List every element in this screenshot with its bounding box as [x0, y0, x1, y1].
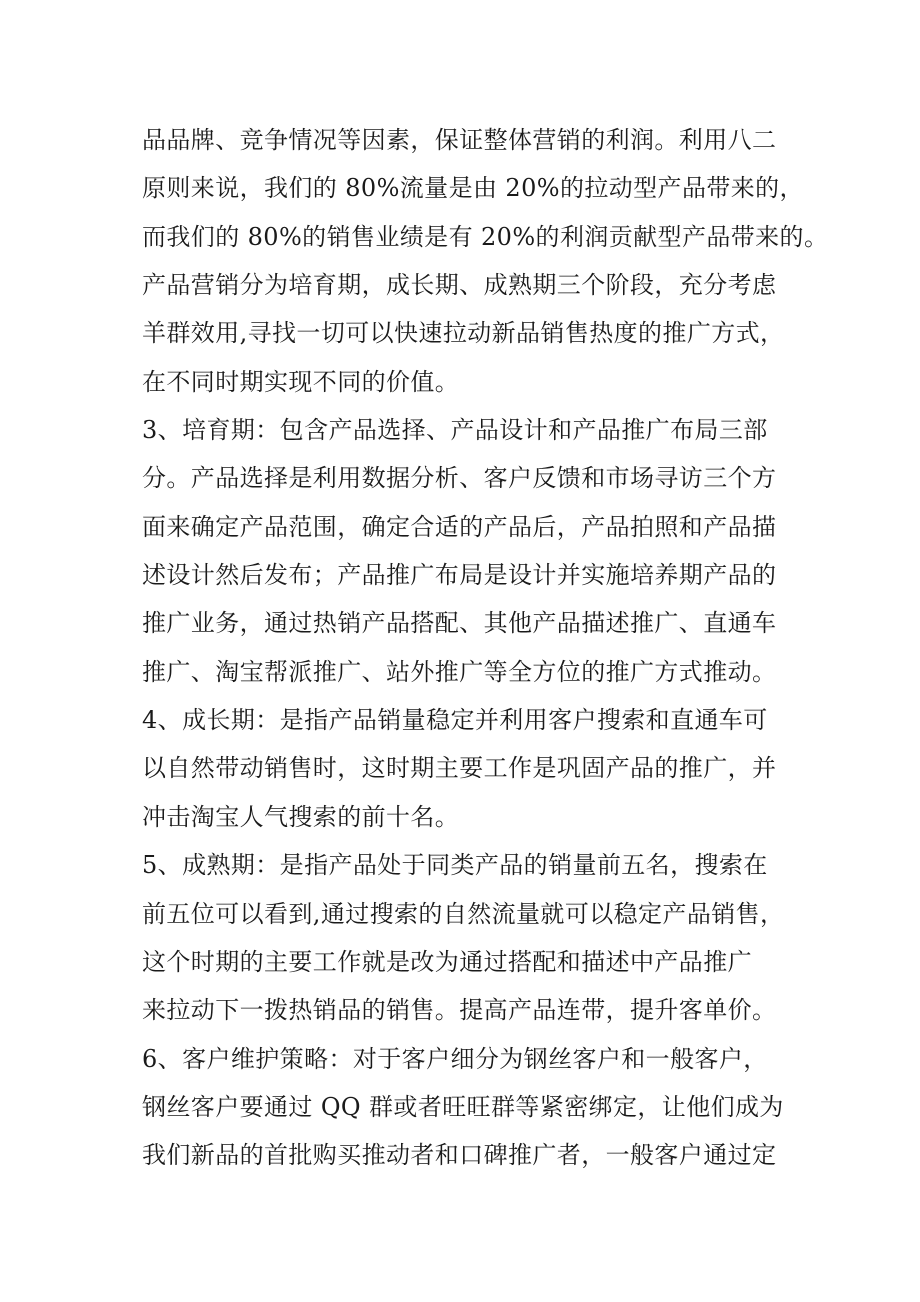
text-line: 4、成长期：是指产品销量稳定并利用客户搜索和直通车可 [142, 706, 768, 735]
text-line: 前五位可以看到,通过搜索的自然流量就可以稳定产品销售， [142, 899, 785, 928]
text-line: 述设计然后发布；产品推广布局是设计并实施培养期产品的 [142, 561, 777, 590]
text-line: 分。产品选择是利用数据分析、客户反馈和市场寻访三个方 [142, 464, 777, 493]
text-line: 这个时期的主要工作就是改为通过搭配和描述中产品推广 [142, 947, 752, 976]
text-line: 推广、淘宝帮派推广、站外推广等全方位的推广方式推动。 [142, 657, 777, 686]
text-line: 钢丝客户要通过 QQ 群或者旺旺群等紧密绑定，让他们成为 [142, 1092, 784, 1121]
text-line: 原则来说，我们的 80%流量是由 20%的拉动型产品带来的， [142, 174, 804, 203]
text-line: 6、客户维护策略：对于客户细分为钢丝客户和一般客户， [142, 1044, 768, 1073]
body-text [142, 116, 829, 1180]
text-line: 而我们的 80%的销售业绩是有 20%的利润贡献型产品带来的。 [142, 222, 829, 251]
text-line: 冲击淘宝人气搜索的前十名。 [142, 802, 460, 831]
text-line: 5、成熟期：是指产品处于同类产品的销量前五名，搜索在 [142, 851, 768, 880]
text-line: 3、培育期：包含产品选择、产品设计和产品推广布局三部 [142, 416, 768, 445]
text-line: 以自然带动销售时，这时期主要工作是巩固产品的推广，并 [142, 754, 777, 783]
text-line: 面来确定产品范围，确定合适的产品后，产品拍照和产品描 [142, 512, 777, 541]
text-line: 来拉动下一拨热销品的销售。提高产品连带，提升客单价。 [142, 996, 777, 1025]
text-line: 在不同时期实现不同的价值。 [142, 367, 460, 396]
text-line: 推广业务，通过热销产品搭配、其他产品描述推广、直通车 [142, 609, 777, 638]
text-line: 羊群效用,寻找一切可以快速拉动新品销售热度的推广方式， [142, 319, 785, 348]
text-line: 产品营销分为培育期，成长期、成熟期三个阶段，充分考虑 [142, 271, 777, 300]
text-line: 我们新品的首批购买推动者和口碑推广者，一般客户通过定 [142, 1141, 777, 1170]
text-line: 品品牌、竞争情况等因素，保证整体营销的利润。利用八二 [142, 126, 777, 154]
